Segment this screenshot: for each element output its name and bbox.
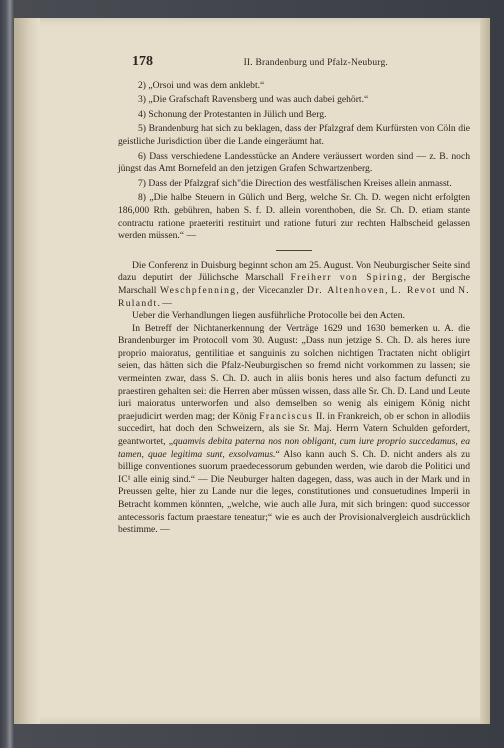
person-name: Freiherr von Spiring: [290, 272, 404, 284]
text-run: In Betreff der Nichtanerkennung der Verträge 1629 und 1630 bemerken u. A. die Brandenburger im Protocoll vom 30. August: „Dass nun jetzige S. Ch. D. als heres iure proprio maioratus, gentilitiae et sanguinis zu solchen nichtigen Tractaten nicht obligirt seien, das hätten sich die Pfalz-Neuburgischen so fremd nicht vorkommen zu lassen; sie vermeinten zwar, dass S. Ch. D. auch in aliis bonis heres und also factum defuncti zu praestiren gehalten sei: die Herren aber müssen wissen, dass alle Sr. Ch. D. Land und Leute iuri maioratus unterworfen und also demselben so wenig als einigem König nicht praejudicirt werden mag; der König: [118, 322, 470, 422]
running-title: II. Brandenburg und Pfalz-Neuburg.: [243, 58, 388, 68]
person-name: Weschpfenning: [160, 284, 237, 296]
text-run: ,: [385, 284, 392, 296]
latin-quote: quamvis debita paterna nos non obligant, cum iure proprio succedamus, ea tamen, quae legitima sunt, exsolvamus.: [118, 436, 470, 460]
text-run: , der Bergische Marschall: [118, 272, 470, 296]
text-run: . —: [157, 297, 172, 309]
list-item: 4) Schonung der Protestanten in Jülich und Berg.: [138, 108, 327, 120]
paragraph-conference: [118, 260, 470, 310]
page-number: 178: [132, 54, 153, 69]
book-page: [14, 18, 490, 724]
page-header: [132, 56, 470, 70]
paragraph-treaties: [118, 323, 470, 537]
list-item: 3) „Die Grafschaft Ravensberg und was auch dabei gehört.“: [138, 94, 369, 106]
paragraph-protocols: Ueber die Verhandlungen liegen ausführliche Protocolle bei den Acten.: [132, 310, 405, 322]
person-name: L. Revot: [391, 284, 437, 296]
page-edge: [480, 18, 490, 724]
text-run: “ Also kann auch S. Ch. D. nicht anders als zu billige conventiones suorum praedecessorum gebunden werden, wie darob die Politici und IC¹ alle einig sind.“ — Die Neuburger halten dagegen, dass, was auch in der Mark und in Preussen gelte, hier zu Lande nur die leges, constitutiones und consuetudines Imperii in Betracht kommen könnten, „welche, wie auch alle Jura, mit sich bringen: quod successor antecessoris factum praestare teneatur;“ wie es auch der Provisionalvergleich ausdrücklich bestimme. —: [118, 448, 471, 536]
text-run: II. in Frankreich, ob er schon in allodiis succedirt, hat doch den Schweizern, als sie Sr. Maj. Herrn Vatern Schulden gefordert, geantwortet, „: [118, 410, 471, 448]
person-name: N. Rulandt: [118, 284, 470, 309]
list-item: 8) „Die halbe Steuern in Gülich und Berg, welche Sr. Ch. D. wegen nicht erfolgten 186,000 Rth. gebühren, haben S. f. D. allein vorenthoben, die Sr. Ch. D. etiam stante contractu ratione praeteriti restituirt und ratione futuri zur rechten Halbscheid gelassen werden müssen.“ —: [118, 192, 470, 242]
list-item: 5) Brandenburg hat sich zu beklagen, dass der Pfalzgraf dem Kurfürsten von Cöln die geistliche Jurisdiction über die Lande eingeräumt hat.: [118, 123, 470, 147]
section-divider: [276, 250, 312, 251]
text-run: Die Conferenz in Duisburg beginnt schon am 25. August. Von Neuburgischer Seite sind dazu deputirt der Jülichsche Marschall: [118, 259, 470, 284]
text-run: , der Vicecanzler: [236, 284, 308, 296]
page-gutter: [14, 18, 40, 724]
text-run: und: [436, 284, 459, 296]
person-name: Franciscus: [259, 410, 314, 422]
list-item: 7) Dass der Pfalzgraf sich"die Direction des westfälischen Kreises allein anmasst.: [138, 177, 452, 189]
list-item: 2) „Orsoi und was dem anklebt.“: [138, 79, 265, 91]
list-item: 6) Dass verschiedene Landesstücke an Andere veräussert worden sind — z. B. noch jüngst das Amt Bornefeld an den jetzigen Grafen Schwartzenberg.: [118, 150, 470, 175]
person-name: Dr. Altenhoven: [307, 284, 386, 296]
page-content: [118, 56, 470, 537]
